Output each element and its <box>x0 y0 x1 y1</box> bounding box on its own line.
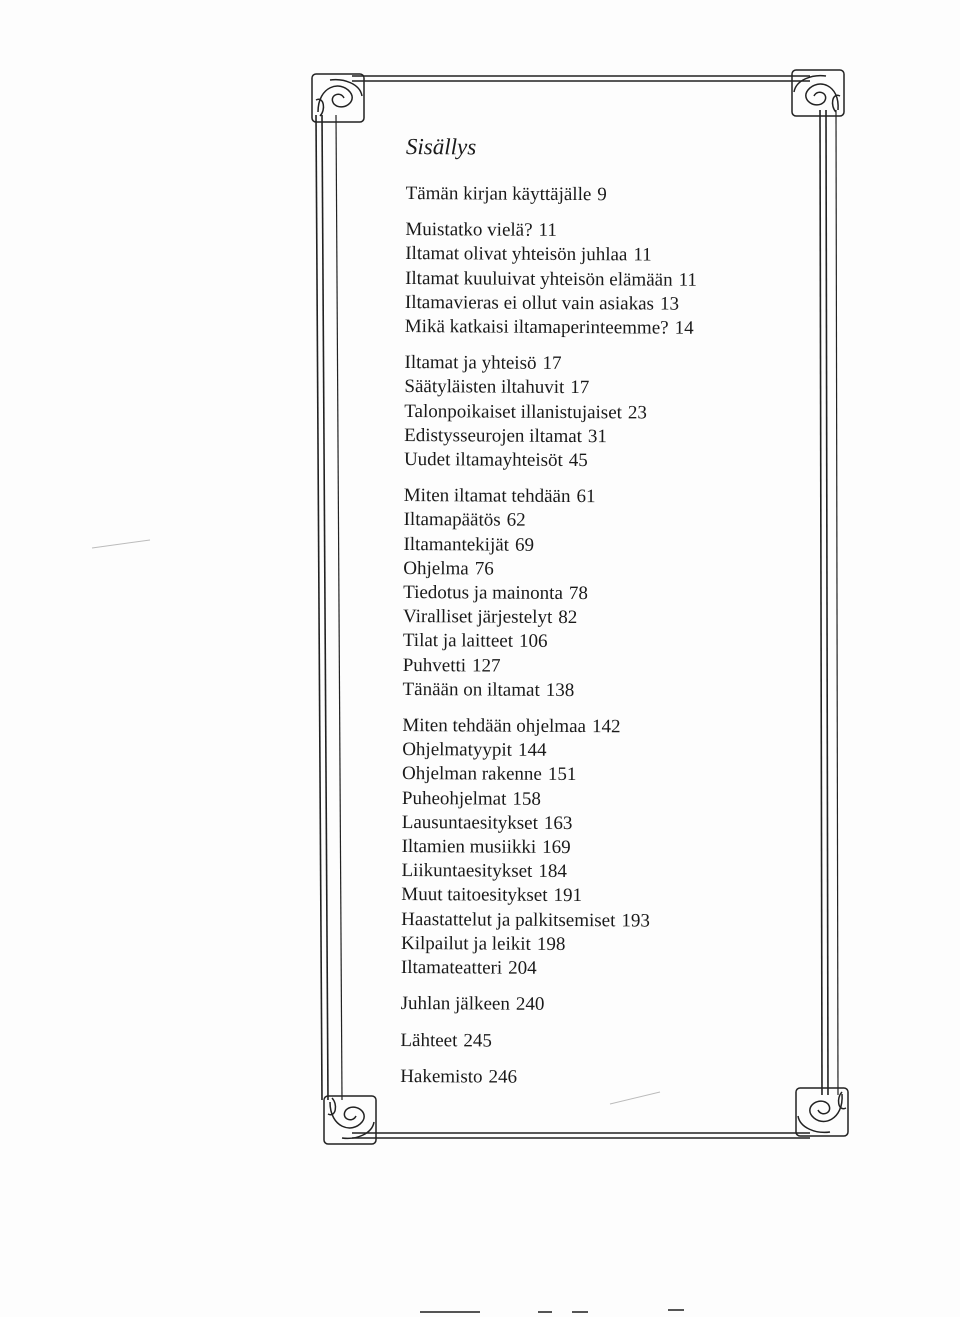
toc-entry: Iltamapäätös 62 <box>403 509 526 532</box>
toc-entry: Iltamat olivat yhteisön juhlaa 11 <box>405 243 652 266</box>
toc-section-5 <box>401 714 823 983</box>
corner-ornament-bottom-left <box>324 1096 376 1144</box>
toc-entry: Iltamat kuuluivat yhteisön elämään 11 <box>405 267 697 291</box>
toc-entry: Iltamavieras ei ollut vain asiakas 13 <box>404 291 680 315</box>
toc-section-1 <box>406 182 826 209</box>
toc-entry: Miten tehdään ohjelmaa 142 <box>402 715 621 738</box>
toc-section-3 <box>404 351 825 475</box>
toc-entry: Miten iltamat tehdään 61 <box>403 485 596 508</box>
toc-entry: Hakemisto 246 <box>400 1065 518 1088</box>
toc-entry: Ohjelmatyypit 144 <box>402 739 547 762</box>
toc-section-2 <box>405 218 826 342</box>
toc-section-7 <box>400 1028 820 1055</box>
toc-entry: Muut taitoesitykset 191 <box>401 884 583 907</box>
toc-entry: Ohjelma 76 <box>403 557 494 580</box>
toc-title: Sisällys <box>405 133 477 160</box>
toc-entry: Puhvetti 127 <box>402 654 501 677</box>
toc-section-4 <box>403 484 824 704</box>
table-of-contents <box>400 132 826 1103</box>
toc-entry: Muistatko vielä? 11 <box>405 219 557 242</box>
toc-entry: Lausuntaesitykset 163 <box>401 811 573 834</box>
toc-entry: Iltamat ja yhteisö 17 <box>404 352 562 375</box>
toc-entry: Liikuntaesitykset 184 <box>401 860 567 883</box>
toc-entry: Viralliset järjestelyt 82 <box>402 606 578 629</box>
toc-entry: Juhlan jälkeen 240 <box>400 993 545 1016</box>
toc-entry: Iltamantekijät 69 <box>403 533 535 556</box>
toc-entry: Haastattelut ja palkitsemiset 193 <box>401 908 650 932</box>
toc-entry: Mikä katkaisi iltamaperinteemme? 14 <box>404 316 694 339</box>
toc-entry: Iltamien musiikki 169 <box>401 836 571 859</box>
toc-entry: Edistysseurojen iltamat 31 <box>404 424 608 448</box>
toc-entry: Säätyläisten iltahuvit 17 <box>404 376 590 399</box>
corner-ornament-top-right <box>792 70 844 116</box>
toc-entry: Tilat ja laitteet 106 <box>402 630 548 653</box>
toc-section-6 <box>401 992 821 1019</box>
toc-entry: Ohjelman rakenne 151 <box>402 763 577 786</box>
toc-entry: Tiedotus ja mainonta 78 <box>403 582 588 605</box>
toc-entry: Kilpailut ja leikit 198 <box>400 932 566 955</box>
toc-entry: Talonpoikaiset illanistujaiset 23 <box>404 400 648 424</box>
toc-entry: Tänään on iltamat 138 <box>402 678 575 701</box>
toc-entry: Puheohjelmat 158 <box>401 787 541 810</box>
toc-entry: Lähteet 245 <box>400 1029 492 1052</box>
toc-entry: Iltamateatteri 204 <box>400 957 537 979</box>
toc-entry: Tämän kirjan käyttäjälle 9 <box>405 182 607 206</box>
toc-section-8 <box>400 1065 820 1092</box>
toc-entry: Uudet iltamayhteisöt 45 <box>403 449 588 472</box>
